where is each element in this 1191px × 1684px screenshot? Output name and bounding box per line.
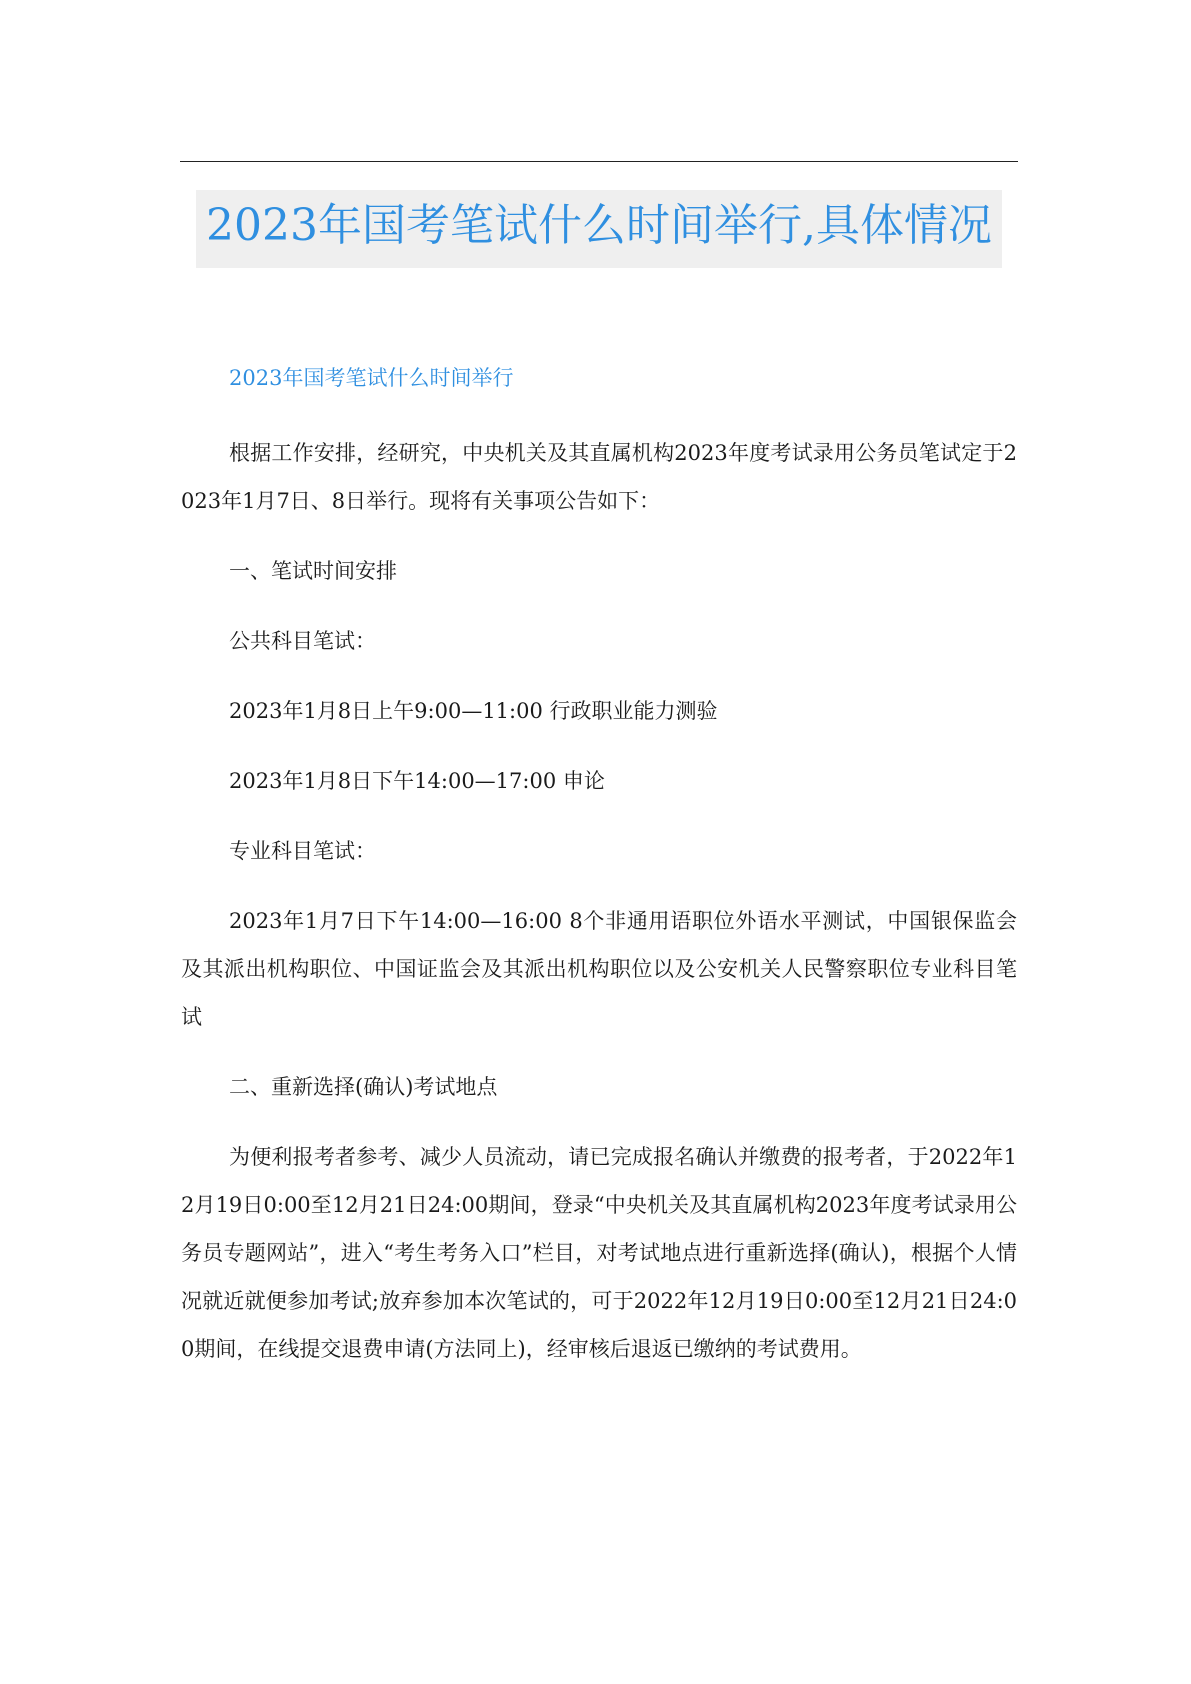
paragraph-professional-detail: 2023年1月7日下午14:00—16:00 8个非通用语职位外语水平测试，中国银保监会及其派出机构职位、中国证监会及其派出机构职位以及公安机关人民警察职位专业科目笔试 — [181, 909, 1017, 1029]
paragraph-heading-schedule: 一、笔试时间安排 — [229, 559, 397, 583]
document-body — [181, 354, 1017, 1395]
section-subtitle: 2023年国考笔试什么时间举行 — [229, 366, 514, 390]
paragraph-public-morning: 2023年1月8日上午9:00—11:00 行政职业能力测验 — [229, 699, 718, 723]
paragraph-professional-subjects: 专业科目笔试： — [229, 839, 376, 863]
header-rule — [180, 161, 1018, 162]
paragraph-public-afternoon: 2023年1月8日下午14:00—17:00 申论 — [229, 769, 605, 793]
paragraph-location-detail: 为便利报考者参考、减少人员流动，请已完成报名确认并缴费的报考者，于2022年12月19日0:00至12月21日24:00期间，登录“中央机关及其直属机构2023年度考试录用公务员专题网站”，进入“考生考务入口”栏目，对考试地点进行重新选择(确认)，根据个人情况就近就便参加考试;放弃参加本次笔试的，可于2022年12月19日0:00至12月21日24:00期间，在线提交退费申请(方法同上)，经审核后退返已缴纳的考试费用。 — [181, 1145, 1017, 1361]
document-title: 2023年国考笔试什么时间举行,具体情况 — [206, 200, 992, 251]
paragraph-intro: 根据工作安排，经研究，中央机关及其直属机构2023年度考试录用公务员笔试定于2023年1月7日、8日举行。现将有关事项公告如下： — [181, 441, 1017, 513]
paragraph-public-subjects: 公共科目笔试： — [229, 629, 376, 653]
paragraph-heading-location: 二、重新选择(确认)考试地点 — [229, 1075, 498, 1099]
